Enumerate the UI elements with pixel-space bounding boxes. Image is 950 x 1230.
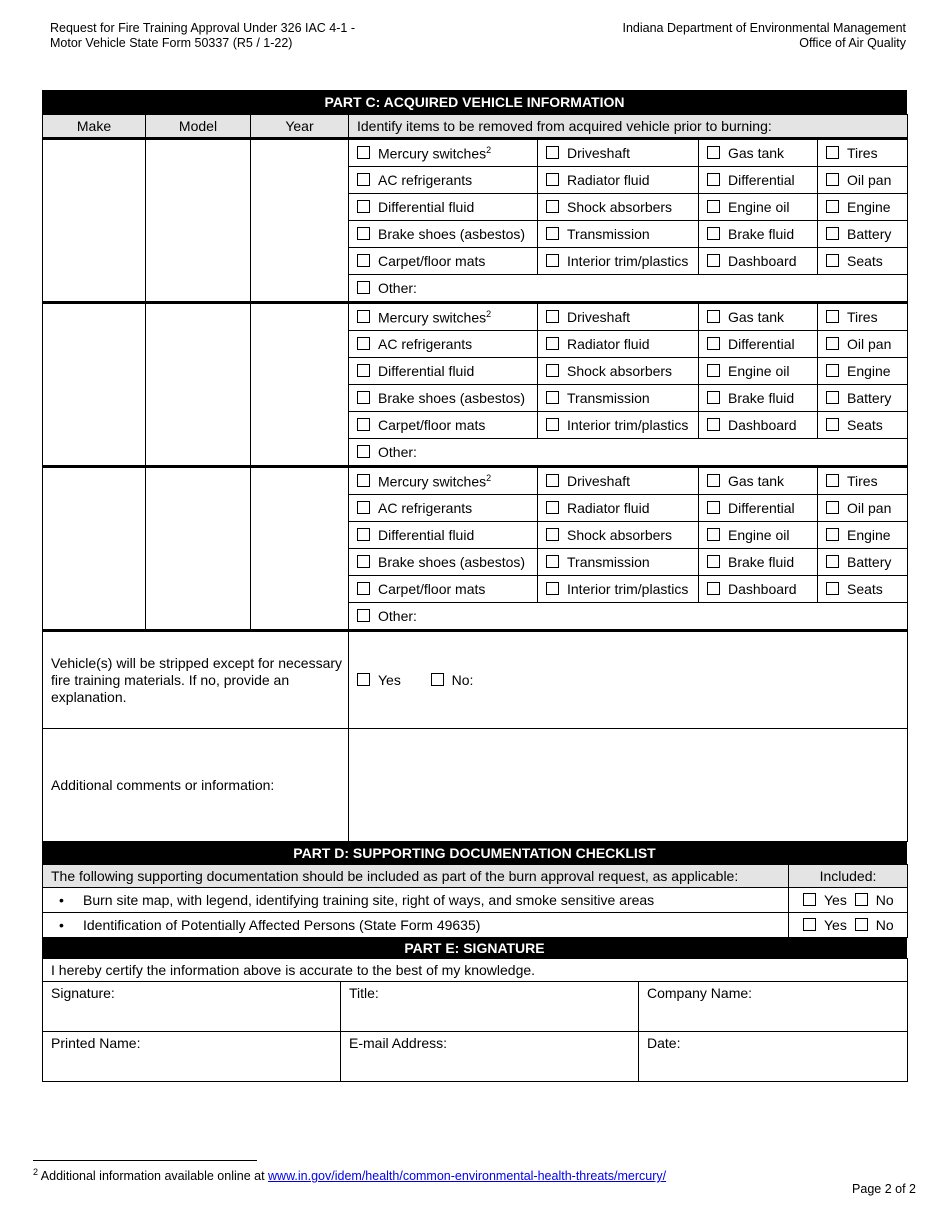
item-label: Interior trim/plastics	[567, 253, 689, 269]
item-checkbox[interactable]	[826, 227, 839, 240]
yes-option[interactable]	[357, 672, 401, 688]
item-option[interactable]	[538, 576, 699, 603]
item-label: Engine oil	[728, 527, 790, 543]
item-option[interactable]	[349, 385, 538, 412]
included-options	[789, 913, 908, 938]
vehicle-model-field[interactable]	[146, 303, 251, 467]
included-no-checkbox[interactable]	[855, 893, 868, 906]
item-checkbox[interactable]	[357, 200, 370, 213]
item-option[interactable]	[538, 167, 699, 194]
item-label: Brake fluid	[728, 554, 795, 570]
form-title-line2: Motor Vehicle State Form 50337 (R5 / 1-22)	[50, 36, 293, 50]
item-label: Differential fluid	[378, 527, 475, 543]
item-label: Gas tank	[728, 473, 785, 489]
item-label: AC refrigerants	[378, 500, 473, 516]
item-option[interactable]	[349, 194, 538, 221]
item-label: Oil pan	[847, 336, 892, 352]
item-checkbox[interactable]	[707, 310, 720, 323]
item-option[interactable]	[818, 522, 908, 549]
item-label: Mercury switches	[378, 309, 487, 326]
documentation-header	[43, 865, 908, 888]
item-checkbox[interactable]	[546, 200, 559, 213]
item-label: Driveshaft	[567, 145, 631, 161]
item-label: Engine	[847, 527, 891, 543]
item-label: Radiator fluid	[567, 500, 650, 516]
item-option[interactable]	[699, 194, 818, 221]
item-checkbox[interactable]	[826, 173, 839, 186]
item-label: Shock absorbers	[567, 363, 673, 379]
item-label: Engine	[847, 199, 891, 215]
other-option[interactable]	[349, 603, 908, 631]
item-label: Differential	[728, 336, 795, 352]
item-checkbox[interactable]	[826, 200, 839, 213]
other-label: Other:	[378, 608, 417, 624]
item-option[interactable]	[349, 303, 538, 331]
item-option[interactable]	[349, 495, 538, 522]
signature-row	[43, 982, 908, 1032]
item-label: Driveshaft	[567, 473, 631, 489]
vehicle-model-field[interactable]	[146, 139, 251, 303]
item-checkbox[interactable]	[546, 528, 559, 541]
item-checkbox[interactable]	[357, 418, 370, 431]
name-row	[43, 1032, 908, 1082]
item-checkbox[interactable]	[707, 391, 720, 404]
footnote-divider	[33, 1160, 257, 1161]
item-label: Interior trim/plastics	[567, 417, 689, 433]
item-option[interactable]	[538, 139, 699, 167]
item-label: Mercury switches	[378, 145, 487, 162]
item-checkbox[interactable]	[546, 391, 559, 404]
included-no-checkbox[interactable]	[855, 918, 868, 931]
item-label: Brake fluid	[728, 390, 795, 406]
item-label: Dashboard	[728, 581, 797, 597]
item-option[interactable]	[818, 248, 908, 275]
item-label: AC refrigerants	[378, 336, 473, 352]
item-checkbox[interactable]	[707, 337, 720, 350]
footnote-marker: 2	[486, 144, 492, 155]
item-label: Seats	[847, 417, 883, 433]
item-checkbox[interactable]	[546, 555, 559, 568]
item-option[interactable]	[699, 385, 818, 412]
item-option[interactable]	[699, 358, 818, 385]
item-label: Engine	[847, 363, 891, 379]
item-label: Interior trim/plastics	[567, 581, 689, 597]
item-label: Radiator fluid	[567, 172, 650, 188]
item-label: Gas tank	[728, 145, 785, 161]
item-checkbox[interactable]	[707, 173, 720, 186]
item-checkbox[interactable]	[546, 254, 559, 267]
item-option[interactable]	[349, 248, 538, 275]
vehicle-make-field[interactable]	[43, 467, 146, 631]
item-label: Dashboard	[728, 417, 797, 433]
item-checkbox[interactable]	[546, 227, 559, 240]
item-option[interactable]	[349, 549, 538, 576]
included-yes-checkbox[interactable]	[803, 918, 816, 931]
item-option[interactable]	[349, 576, 538, 603]
footnote-marker: 2	[486, 472, 492, 483]
certification-row	[43, 959, 908, 982]
page-number: Page 2 of 2	[852, 1182, 916, 1196]
item-label: Tires	[847, 309, 878, 325]
item-checkbox[interactable]	[546, 146, 559, 159]
agency-line2: Office of Air Quality	[799, 36, 906, 50]
item-checkbox[interactable]	[546, 474, 559, 487]
item-checkbox[interactable]	[707, 254, 720, 267]
item-checkbox[interactable]	[826, 501, 839, 514]
item-option[interactable]	[349, 331, 538, 358]
item-option[interactable]	[699, 522, 818, 549]
vehicle-make-field[interactable]	[43, 139, 146, 303]
other-option[interactable]	[349, 439, 908, 467]
item-checkbox[interactable]	[707, 501, 720, 514]
item-option[interactable]	[349, 221, 538, 248]
item-option[interactable]	[699, 467, 818, 495]
item-option[interactable]	[538, 549, 699, 576]
item-checkbox[interactable]	[826, 582, 839, 595]
item-checkbox[interactable]	[826, 364, 839, 377]
stripped-question: Vehicle(s) will be stripped except for necessary fire training materials. If no, provide an explanation.	[43, 631, 349, 729]
item-option[interactable]	[818, 495, 908, 522]
item-label: Oil pan	[847, 172, 892, 188]
documentation-intro: The following supporting documentation should be included as part of the burn approval request, as applicable:	[43, 865, 789, 888]
comments-row	[43, 729, 908, 842]
no-checkbox[interactable]	[431, 673, 444, 686]
item-option[interactable]	[538, 412, 699, 439]
item-option[interactable]	[818, 549, 908, 576]
item-label: Battery	[847, 554, 892, 570]
other-checkbox[interactable]	[357, 281, 370, 294]
item-label: Differential	[728, 500, 795, 516]
item-checkbox[interactable]	[826, 555, 839, 568]
item-label: Transmission	[567, 554, 650, 570]
item-checkbox[interactable]	[357, 474, 370, 487]
col-model: Model	[146, 115, 251, 139]
item-option[interactable]	[818, 331, 908, 358]
vehicle-item-row	[43, 467, 908, 495]
item-label: Brake shoes (asbestos)	[378, 390, 526, 406]
title-field[interactable]	[341, 982, 639, 1032]
item-option[interactable]	[818, 194, 908, 221]
item-option[interactable]	[699, 139, 818, 167]
item-checkbox[interactable]	[707, 200, 720, 213]
item-label: Mercury switches	[378, 473, 487, 490]
item-option[interactable]	[699, 331, 818, 358]
item-option[interactable]	[699, 495, 818, 522]
item-option[interactable]	[818, 576, 908, 603]
item-checkbox[interactable]	[357, 310, 370, 323]
printed-name-field[interactable]	[43, 1032, 341, 1082]
item-option[interactable]	[699, 576, 818, 603]
item-checkbox[interactable]	[546, 501, 559, 514]
part-e-title: PART E: SIGNATURE	[42, 938, 907, 958]
documentation-rows	[43, 888, 908, 938]
agency-line1: Indiana Department of Environmental Management	[622, 21, 906, 35]
item-label: Carpet/floor mats	[378, 417, 486, 433]
item-label: Differential	[728, 172, 795, 188]
item-label: Carpet/floor mats	[378, 581, 486, 597]
item-option[interactable]	[699, 549, 818, 576]
vehicle-year-field[interactable]	[251, 139, 349, 303]
item-checkbox[interactable]	[546, 364, 559, 377]
comments-label: Additional comments or information:	[43, 729, 349, 842]
col-make: Make	[43, 115, 146, 139]
item-label: AC refrigerants	[378, 172, 473, 188]
signature-table	[42, 958, 908, 1082]
item-checkbox[interactable]	[546, 310, 559, 323]
item-option[interactable]	[818, 385, 908, 412]
vehicle-table-header	[43, 115, 908, 139]
vehicle-table	[42, 114, 908, 842]
item-checkbox[interactable]	[357, 555, 370, 568]
vehicle-model-field[interactable]	[146, 467, 251, 631]
item-label: Brake shoes (asbestos)	[378, 554, 526, 570]
item-checkbox[interactable]	[707, 555, 720, 568]
item-option[interactable]	[699, 303, 818, 331]
item-option[interactable]	[699, 248, 818, 275]
documentation-item: • Identification of Potentially Affected Persons (State Form 49635)	[43, 913, 789, 938]
stripped-question-row	[43, 631, 908, 729]
item-checkbox[interactable]	[707, 364, 720, 377]
signature-label: Signature:	[51, 985, 115, 1001]
item-option[interactable]	[349, 139, 538, 167]
form-body	[42, 90, 907, 1082]
documentation-row	[43, 913, 908, 938]
included-options	[789, 888, 908, 913]
item-label: Brake shoes (asbestos)	[378, 226, 526, 242]
item-checkbox[interactable]	[707, 474, 720, 487]
item-option[interactable]	[818, 221, 908, 248]
item-label: Differential fluid	[378, 363, 475, 379]
item-option[interactable]	[349, 412, 538, 439]
yes-label: Yes	[378, 672, 401, 688]
included-no-label: No	[875, 917, 894, 933]
item-checkbox[interactable]	[357, 364, 370, 377]
item-checkbox[interactable]	[357, 582, 370, 595]
item-checkbox[interactable]	[826, 418, 839, 431]
item-label: Gas tank	[728, 309, 785, 325]
documentation-row	[43, 888, 908, 913]
item-option[interactable]	[699, 412, 818, 439]
item-label: Transmission	[567, 390, 650, 406]
item-checkbox[interactable]	[707, 146, 720, 159]
item-option[interactable]	[699, 167, 818, 194]
item-checkbox[interactable]	[546, 418, 559, 431]
item-checkbox[interactable]	[357, 227, 370, 240]
item-option[interactable]	[349, 167, 538, 194]
item-label: Differential fluid	[378, 199, 475, 215]
printed-name-label: Printed Name:	[51, 1035, 141, 1051]
company-field[interactable]	[639, 982, 908, 1032]
item-option[interactable]	[538, 522, 699, 549]
item-checkbox[interactable]	[826, 391, 839, 404]
item-checkbox[interactable]	[357, 173, 370, 186]
documentation-item: • Burn site map, with legend, identifying training site, right of ways, and smoke sensitive areas	[43, 888, 789, 913]
company-label: Company Name:	[647, 985, 753, 1001]
footnote-text: Additional information available online at	[38, 1169, 269, 1184]
item-label: Dashboard	[728, 253, 797, 269]
item-label: Shock absorbers	[567, 199, 673, 215]
certification-text: I hereby certify the information above is accurate to the best of my knowledge.	[43, 959, 908, 982]
item-option[interactable]	[818, 467, 908, 495]
item-checkbox[interactable]	[357, 337, 370, 350]
included-yes-label: Yes	[824, 917, 847, 933]
item-option[interactable]	[538, 303, 699, 331]
item-option[interactable]	[538, 194, 699, 221]
item-label: Engine oil	[728, 363, 790, 379]
stripped-answer	[349, 631, 908, 729]
item-label: Radiator fluid	[567, 336, 650, 352]
item-option[interactable]	[818, 358, 908, 385]
yes-checkbox[interactable]	[357, 673, 370, 686]
item-checkbox[interactable]	[546, 582, 559, 595]
item-label: Shock absorbers	[567, 527, 673, 543]
vehicle-rows	[43, 139, 908, 631]
item-checkbox[interactable]	[357, 254, 370, 267]
item-option[interactable]	[538, 221, 699, 248]
item-option[interactable]	[538, 385, 699, 412]
part-d-title: PART D: SUPPORTING DOCUMENTATION CHECKLIST	[42, 842, 907, 864]
item-option[interactable]	[699, 221, 818, 248]
item-option[interactable]	[538, 467, 699, 495]
item-checkbox[interactable]	[826, 474, 839, 487]
col-year: Year	[251, 115, 349, 139]
form-title	[50, 21, 355, 51]
item-option[interactable]	[349, 358, 538, 385]
footnote-marker: 2	[486, 308, 492, 319]
item-checkbox[interactable]	[357, 528, 370, 541]
title-label: Title:	[349, 985, 379, 1001]
item-checkbox[interactable]	[707, 528, 720, 541]
documentation-table	[42, 864, 908, 938]
item-option[interactable]	[818, 167, 908, 194]
item-option[interactable]	[538, 495, 699, 522]
item-option[interactable]	[818, 139, 908, 167]
item-checkbox[interactable]	[546, 337, 559, 350]
included-no-label: No	[875, 892, 894, 908]
item-checkbox[interactable]	[357, 391, 370, 404]
item-label: Transmission	[567, 226, 650, 242]
item-checkbox[interactable]	[707, 227, 720, 240]
item-label: Battery	[847, 226, 892, 242]
vehicle-year-field[interactable]	[251, 467, 349, 631]
item-label: Seats	[847, 253, 883, 269]
item-checkbox[interactable]	[826, 254, 839, 267]
item-checkbox[interactable]	[357, 501, 370, 514]
item-label: Battery	[847, 390, 892, 406]
agency-name	[623, 21, 907, 51]
footnote-number: 2	[33, 1167, 39, 1177]
item-option[interactable]	[818, 412, 908, 439]
item-option[interactable]	[818, 303, 908, 331]
comments-field[interactable]	[349, 729, 908, 842]
item-option[interactable]	[349, 467, 538, 495]
item-checkbox[interactable]	[826, 146, 839, 159]
item-checkbox[interactable]	[546, 173, 559, 186]
item-label: Carpet/floor mats	[378, 253, 486, 269]
included-yes-label: Yes	[824, 892, 847, 908]
item-checkbox[interactable]	[707, 418, 720, 431]
item-label: Brake fluid	[728, 226, 795, 242]
vehicle-item-row	[43, 139, 908, 167]
email-label: E-mail Address:	[349, 1035, 448, 1051]
item-label: Engine oil	[728, 199, 790, 215]
vehicle-year-field[interactable]	[251, 303, 349, 467]
col-identify-items: Identify items to be removed from acquired vehicle prior to burning:	[349, 115, 908, 139]
item-checkbox[interactable]	[707, 582, 720, 595]
item-checkbox[interactable]	[826, 528, 839, 541]
vehicle-item-row	[43, 303, 908, 331]
other-checkbox[interactable]	[357, 609, 370, 622]
included-header: Included:	[789, 865, 908, 888]
item-label: Seats	[847, 581, 883, 597]
footnote-link[interactable]: www.in.gov/idem/health/common-environmental-health-threats/mercury/	[268, 1169, 667, 1184]
no-option[interactable]	[431, 672, 474, 688]
item-checkbox[interactable]	[826, 337, 839, 350]
vehicle-make-field[interactable]	[43, 303, 146, 467]
date-field[interactable]	[639, 1032, 908, 1082]
other-option[interactable]	[349, 275, 908, 303]
date-label: Date:	[647, 1035, 681, 1051]
item-option[interactable]	[538, 248, 699, 275]
other-label: Other:	[378, 280, 417, 296]
item-checkbox[interactable]	[826, 310, 839, 323]
item-label: Tires	[847, 473, 878, 489]
footnote	[33, 1167, 666, 1183]
form-title-line1: Request for Fire Training Approval Under 326 IAC 4-1 -	[50, 21, 356, 35]
other-checkbox[interactable]	[357, 445, 370, 458]
email-field[interactable]	[341, 1032, 639, 1082]
item-option[interactable]	[538, 358, 699, 385]
included-yes-checkbox[interactable]	[803, 893, 816, 906]
item-label: Driveshaft	[567, 309, 631, 325]
item-label: Tires	[847, 145, 878, 161]
item-label: Oil pan	[847, 500, 892, 516]
item-option[interactable]	[349, 522, 538, 549]
other-label: Other:	[378, 444, 417, 460]
item-checkbox[interactable]	[357, 146, 370, 159]
item-option[interactable]	[538, 331, 699, 358]
part-c-title: PART C: ACQUIRED VEHICLE INFORMATION	[42, 90, 907, 114]
signature-field[interactable]	[43, 982, 341, 1032]
no-label: No:	[451, 672, 474, 688]
